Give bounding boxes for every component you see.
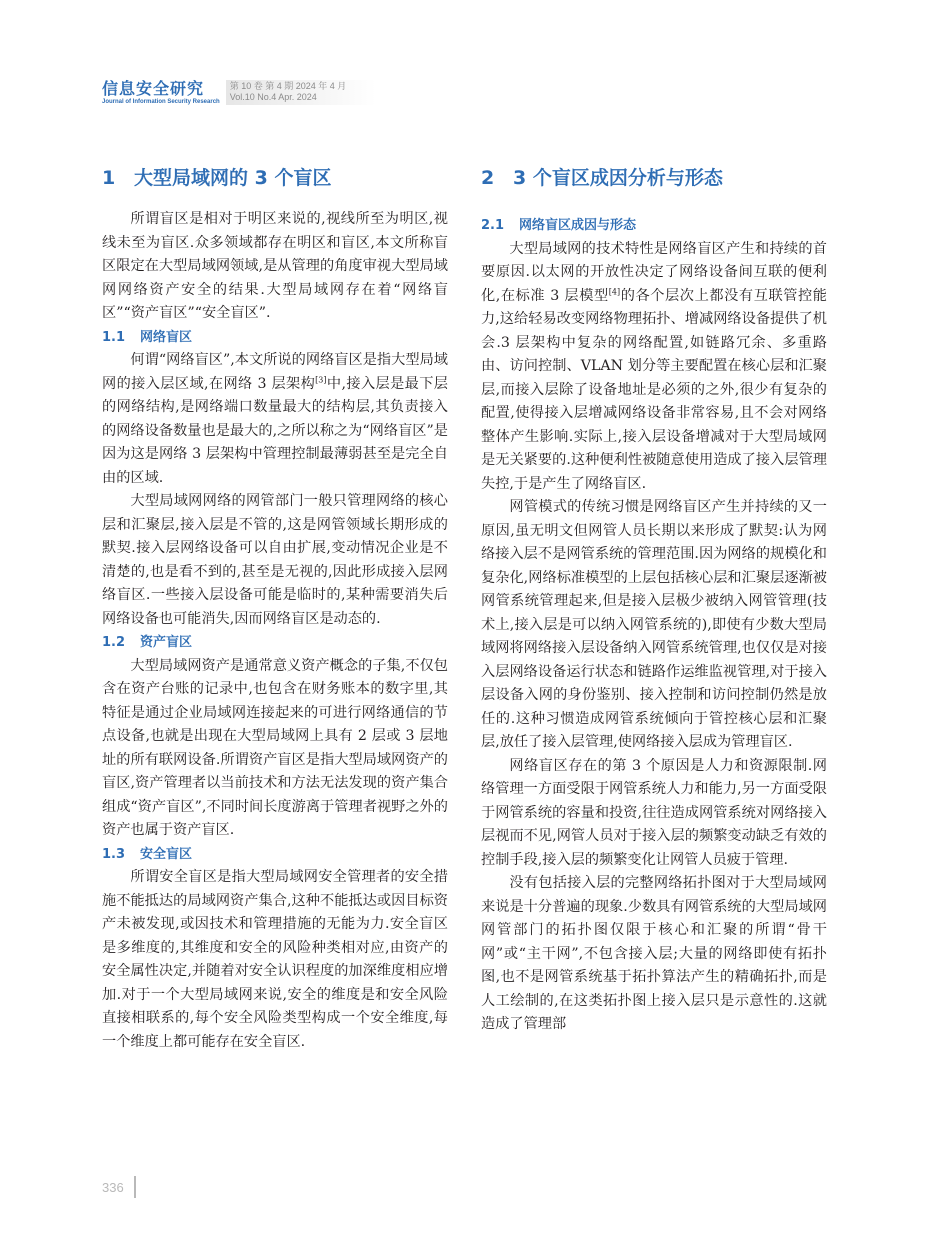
section-number: 1: [102, 167, 116, 189]
paragraph: 所谓安全盲区是指大型局域网安全管理者的安全措施不能抵达的局域网资产集合,这种不能抵达或因目标资产未被发现,或因技术和管理措施的无能为力.安全盲区是多维度的,其维度和安全的风险种类相对应,由资产的安全属性决定,并随着对安全认识程度的加深维度相应增加.对于一个大型局域网来说,安全的维度是和安全风险直接相联系的,每个安全风险类型构成一个安全维度,每一个维度上都可能存在安全盲区.: [102, 869, 448, 1050]
section-number: 2: [481, 167, 495, 189]
subsection-title: 网络盲区: [140, 329, 193, 345]
journal-title-en: Journal of Information Security Research: [102, 99, 220, 105]
citation-ref: [3]: [315, 374, 327, 384]
section-title: 大型局域网的 3 个盲区: [134, 167, 332, 189]
paragraph: 大型局域网网络的网管部门一般只管理网络的核心层和汇聚层,接入层是不管的,这是网管领域长期形成的默契.接入层网络设备可以自由扩展,变动情况企业是不清楚的,也是看不到的,甚至是无视的,因此形成接入层网络盲区.一些接入层设备可能是临时的,某种需要消失后网络设备也可能消失,因而网络盲区是动态的.: [102, 493, 448, 627]
issue-info: [226, 80, 377, 105]
paragraph: 网络盲区存在的第 3 个原因是人力和资源限制.网络管理一方面受限于网管系统人力和能力,另一方面受限于网管系统的容量和投资,往往造成网管系统对网络接入层视而不见,网管人员对于接入层的频繁变动缺乏有效的控制手段,接入层的频繁变化让网管人员疲于管理.: [481, 757, 827, 868]
journal-title-cn: 信息安全研究: [102, 79, 205, 98]
subsection-1-2-heading: [102, 631, 448, 655]
paragraph: [102, 349, 448, 490]
footer-divider: [134, 1176, 136, 1198]
section-title: 3 个盲区成因分析与形态: [513, 167, 723, 189]
paragraph: 网管模式的传统习惯是网络盲区产生并持续的又一原因,虽无明文但网管人员长期以来形成了默契:认为网络接入层不是网管系统的管理范围.因为网络的规模化和复杂化,网络标准模型的上层包括核心层和汇聚层逐渐被网管系统管理起来,但是接入层极少被纳入网管管理(技术上,接入层是可以纳入网管系统的),即使有少数大型局域网将网络接入层设备纳入网管系统管理,也仅仅是对接入层网络设备运行状态和链路作运维监视管理,对于接入层设备入网的身份鉴别、接入控制和访问控制仍然是放任的.这种习惯造成网管系统倾向于管控核心层和汇聚层,放任了接入层管理,使网络接入层成为管理盲区.: [481, 499, 827, 750]
page-number: 336: [102, 1179, 124, 1195]
paragraph: 大型局域网资产是通常意义资产概念的子集,不仅包含在资产台账的记录中,也包含在财务账本的数字里,其特征是通过企业局域网连接起来的可进行网络通信的节点设备,也就是出现在大型局域网上具有 2 层或 3 层地址的所有联网设备.所谓资产盲区是指大型局域网资产的盲区,资产管理者以当前技术和方法无法发现的资产集合组成“资产盲区”,不同时间长度游离于管理者视野之外的资产也属于资产盲区.: [102, 657, 448, 838]
issue-info-en: Vol.10 No.4 Apr. 2024: [229, 92, 317, 102]
citation-ref: [4]: [608, 286, 621, 296]
paragraph-text: 何谓“网络盲区”,本文所说的网络盲区是指大型局域网的接入层区域,在网络 3 层架构: [102, 352, 448, 392]
paragraph-text: 中,接入层是最下层的网络结构,是网络端口数量最大的结构层,其负责接入的网络设备数量也是最大的,之所以称之为“网络盲区”是因为这是网络 3 层架构中管理控制最薄弱甚至是完全自由的区域.: [102, 375, 448, 486]
journal-header: [102, 80, 376, 106]
paragraph: [481, 238, 827, 497]
subsection-2-1-heading: [481, 214, 827, 238]
page-footer: [102, 1176, 136, 1198]
subsection-number: 1.2: [102, 635, 126, 650]
paragraph-text: 大型局域网的技术特性是网络盲区产生和持续的首要原因.以太网的开放性决定了网络设备间互联的便利化,在标准 3 层模型: [481, 240, 827, 304]
subsection-1-1-heading: [102, 326, 448, 350]
right-column: [481, 160, 827, 1037]
journal-logo: [102, 80, 220, 106]
issue-info-cn: 第 10 卷 第 4 期 2024 年 4 月: [229, 81, 347, 91]
subsection-1-3-heading: [102, 843, 448, 867]
subsection-number: 1.3: [102, 846, 126, 862]
subsection-number: 2.1: [481, 218, 505, 233]
subsection-number: 1.1: [102, 329, 126, 345]
section-1-heading: [102, 160, 448, 196]
subsection-title: 安全盲区: [140, 846, 193, 862]
paragraph: 所谓盲区是相对于明区来说的,视线所至为明区,视线未至为盲区.众多领域都存在明区和盲区,本文所称盲区限定在大型局域网领域,是从管理的角度审视大型局域网网络资产安全的结果.大型局域网存在着“网络盲区”“资产盲区”“安全盲区”.: [102, 211, 448, 321]
section-2-heading: [481, 160, 827, 196]
paragraph: 没有包括接入层的完整网络拓扑图对于大型局域网来说是十分普遍的现象.少数具有网管系统的大型局域网网管部门的拓扑图仅限于核心和汇聚的所谓“骨干网”或“主干网”,不包含接入层;大量的网络即使有拓扑图,也不是网管系统基于拓扑算法产生的精确拓扑,而是人工绘制的,在这类拓扑图上接入层只是示意性的.这就造成了管理部: [481, 875, 827, 1032]
paragraph-text: 的各个层次上都没有互联管控能力,这给轻易改变网络物理拓扑、增减网络设备提供了机会.3 层架构中复杂的网络配置,如链路冗余、多重路由、访问控制、VLAN 划分等主要配置在核心层和汇聚层,而接入层除了设备地址是必须的之外,很少有复杂的配置,使得接入层增减网络设备非常容易,且不会对网络整体产生影响.实际上,接入层设备增减对于大型局域网是无关紧要的.这种便利性被随意使用造成了接入层管理失控,于是产生了网络盲区.: [481, 287, 827, 492]
left-column: [102, 160, 448, 1054]
subsection-title: 资产盲区: [140, 635, 193, 650]
subsection-title: 网络盲区成因与形态: [519, 218, 637, 233]
